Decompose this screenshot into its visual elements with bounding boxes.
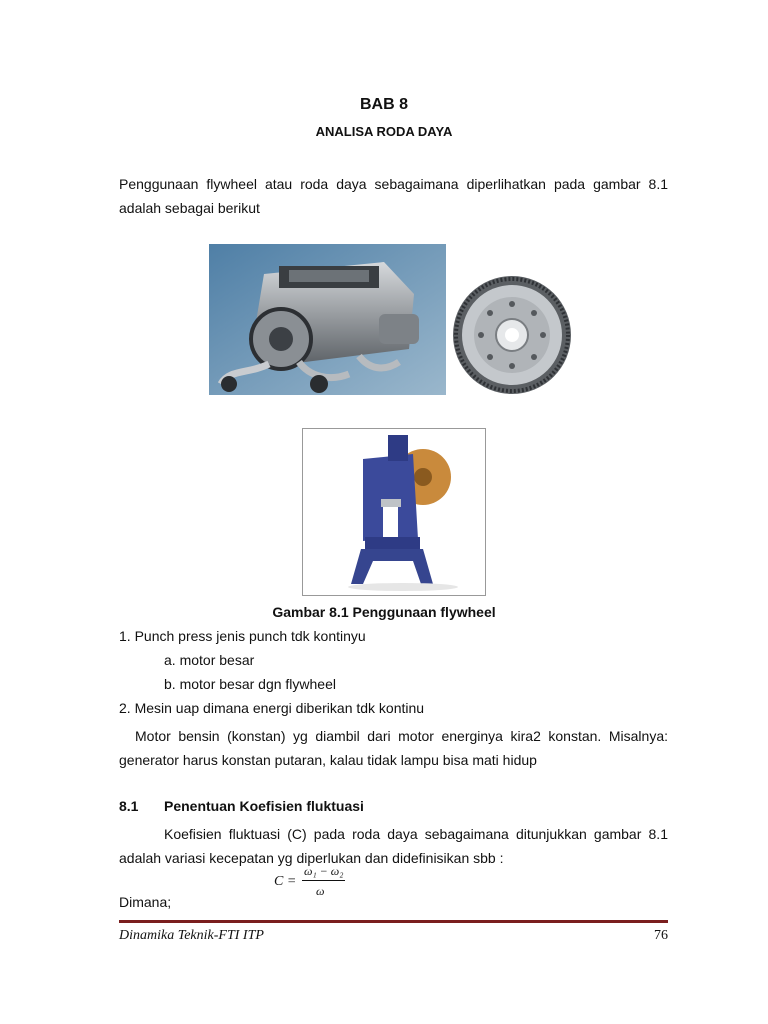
chapter-title: ANALISA RODA DAYA (315, 124, 453, 139)
fluctuation-coefficient-formula (274, 866, 354, 900)
chapter-heading: BAB 8 (359, 96, 408, 113)
figure-caption: Gambar 8.1 Penggunaan flywheel (272, 604, 496, 620)
punch-press-image (302, 428, 486, 596)
list-item-2-paragraph: Motor bensin (konstan) yg diambil dari motor energinya kira2 konstan. Misalnya: generator harus konstan putaran, kalau tidak lampu bisa mati hidup (119, 728, 668, 768)
list-item-1a: a. motor besar (164, 652, 255, 668)
formula-lhs: C = (274, 874, 297, 889)
dimana-label: Dimana; (119, 894, 172, 910)
section-paragraph: Koefisien fluktuasi (C) pada roda daya sebagaimana ditunjukkan gambar 8.1 adalah variasi kecepatan yg diperlukan dan didefinisikan sbb : (119, 826, 668, 866)
page-number: 76 (654, 928, 668, 943)
formula-denominator: ω (316, 884, 325, 898)
list-item-1: 1. Punch press jenis punch tdk kontinyu (119, 628, 366, 644)
list-item-1b: b. motor besar dgn flywheel (164, 676, 336, 692)
flywheel-image (450, 274, 575, 396)
footer-rule (119, 920, 668, 923)
list-item-2: 2. Mesin uap dimana energi diberikan tdk kontinu (119, 700, 425, 716)
formula-numerator: ω₁ − ω₂ (302, 864, 345, 881)
section-title: Penentuan Koefisien fluktuasi (164, 798, 364, 814)
footer-source: Dinamika Teknik-FTI ITP (119, 928, 264, 943)
intro-paragraph: Penggunaan flywheel atau roda daya sebagaimana diperlihatkan pada gambar 8.1 adalah sebagai berikut (119, 176, 668, 216)
section-number: 8.1 (119, 798, 139, 814)
engine-image (209, 244, 446, 395)
